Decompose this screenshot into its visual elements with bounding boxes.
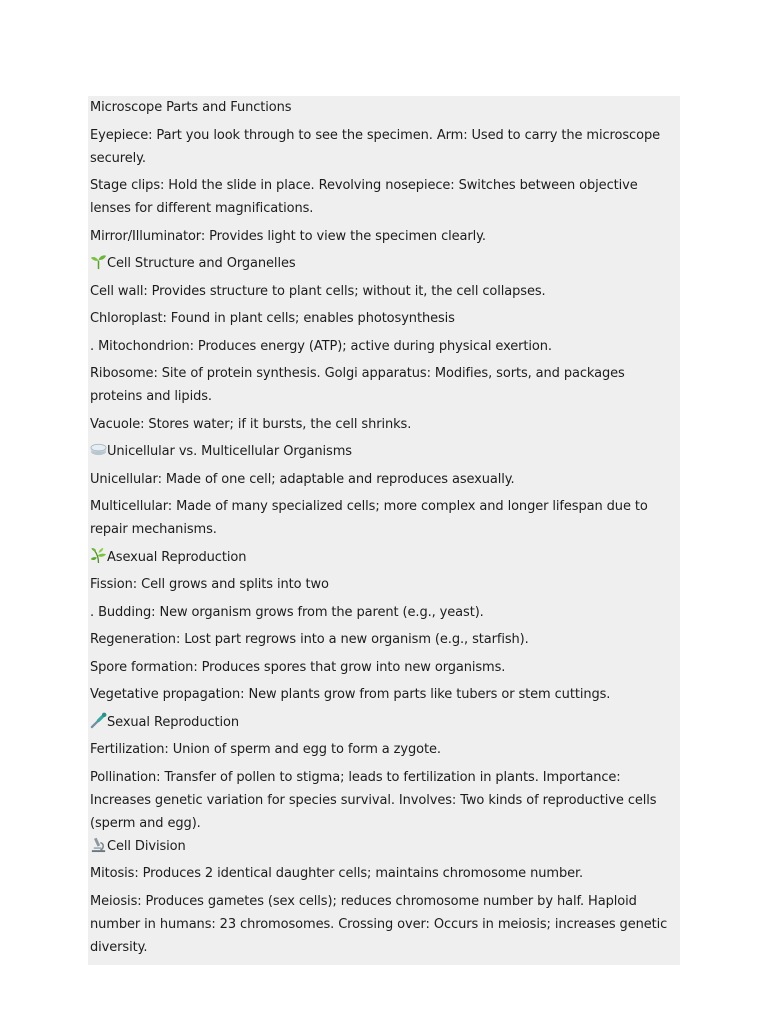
section-heading-cell-structure [88, 252, 680, 275]
heading-text: Sexual Reproduction [107, 714, 240, 730]
paragraph-unicellular: Unicellular: Made of one cell; adaptable and reproduces asexually. [90, 471, 515, 487]
paragraph-ribosome: Ribosome: Site of protein synthesis. Golgi apparatus: Modifies, sorts, and packages proteins and lipids. [90, 366, 625, 404]
paragraph-fission: Fission: Cell grows and splits into two [90, 577, 329, 592]
paragraph-vegetative-propagation: Vegetative propagation: New plants grow from parts like tubers or stem cuttings. [90, 687, 611, 702]
section-heading-cell-division [88, 835, 680, 858]
paragraph-regeneration: Regeneration: Lost part regrows into a new organism (e.g., starfish). [90, 632, 529, 647]
heading-text: Asexual Reproduction [107, 549, 247, 565]
herb-icon [90, 547, 107, 564]
heading-text: Cell Structure and Organelles [107, 256, 296, 271]
paragraph-mitochondrion: . Mitochondrion: Produces energy (ATP); active during physical exertion. [90, 338, 552, 354]
paragraph-chloroplast: Chloroplast: Found in plant cells; enables photosynthesis [90, 311, 455, 326]
section-heading-asexual [88, 546, 680, 569]
paragraph-spore-formation: Spore formation: Produces spores that grow into new organisms. [90, 659, 506, 675]
section-heading-unicellular [88, 440, 680, 463]
pipette-icon [90, 712, 107, 729]
seedling-icon [90, 253, 107, 270]
paragraph-multicellular: Multicellular: Made of many specialized cells; more complex and longer lifespan due to repair mechanisms. [90, 499, 648, 537]
microscope-icon [90, 836, 107, 853]
paragraph-pollination: Pollination: Transfer of pollen to stigma; leads to fertilization in plants. Importance: Increases genetic variation for species survival. Involves: Two kinds of reproductive cells (sperm and egg). [90, 769, 657, 831]
paragraph-eyepiece-arm: Eyepiece: Part you look through to see the specimen. Arm: Used to carry the microscope securely. [90, 127, 660, 166]
paragraph-meiosis: Meiosis: Produces gametes (sex cells); reduces chromosome number by half. Haploid number in humans: 23 chromosomes. Crossing over: Occurs in meiosis; increases genetic diversity. [90, 893, 668, 955]
paragraph-mitosis: Mitosis: Produces 2 identical daughter cells; maintains chromosome number. [90, 866, 584, 881]
paragraph-budding: . Budding: New organism grows from the parent (e.g., yeast). [90, 604, 484, 620]
heading-text: Cell Division [107, 838, 186, 854]
paragraph-stage-clips: Stage clips: Hold the slide in place. Revolving nosepiece: Switches between objective lenses for different magnifications. [90, 178, 638, 216]
section-heading-microscope: Microscope Parts and Functions [90, 100, 292, 115]
document-body [88, 96, 680, 965]
paragraph-fertilization: Fertilization: Union of sperm and egg to form a zygote. [90, 742, 441, 757]
petri-dish-icon [90, 441, 107, 458]
heading-text: Unicellular vs. Multicellular Organisms [107, 444, 352, 459]
paragraph-cell-wall: Cell wall: Provides structure to plant cells; without it, the cell collapses. [90, 283, 546, 299]
paragraph-mirror: Mirror/Illuminator: Provides light to view the specimen clearly. [90, 228, 486, 244]
paragraph-vacuole: Vacuole: Stores water; if it bursts, the cell shrinks. [90, 416, 412, 432]
section-heading-sexual [88, 711, 680, 734]
